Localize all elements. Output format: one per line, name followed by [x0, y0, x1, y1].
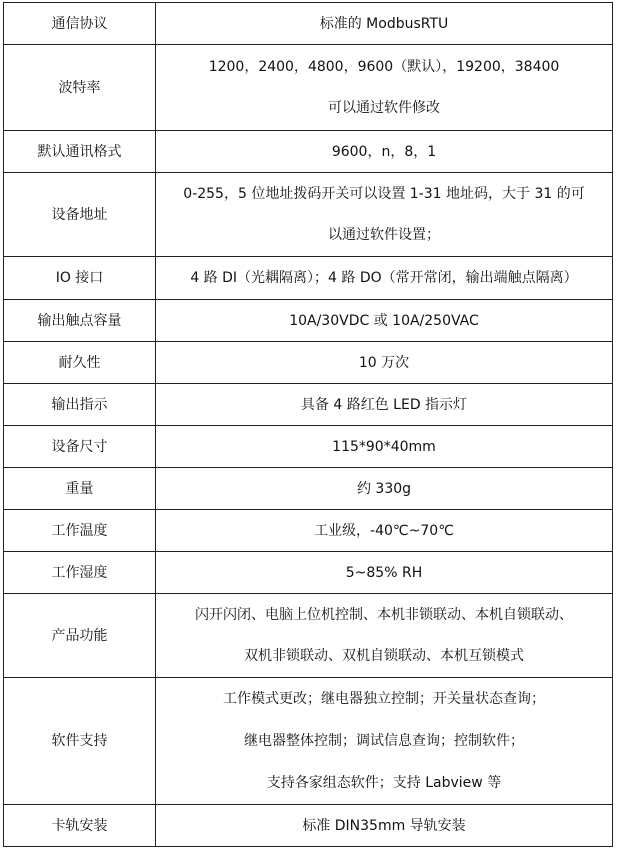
- value-line: 9600，n，8，1: [331, 143, 437, 160]
- row-label-product-functions: 产品功能: [4, 594, 156, 678]
- row-label-durability: 耐久性: [4, 342, 156, 384]
- row-value-baud-rate: [156, 45, 613, 131]
- value-line: 1200，2400，4800，9600（默认），19200，38400: [208, 58, 560, 75]
- table-row: [4, 45, 613, 131]
- row-value-io-interface: [156, 257, 613, 300]
- table-row: [4, 257, 613, 300]
- row-value-operating-humidity: [156, 552, 613, 594]
- row-label-output-indicator: 输出指示: [4, 384, 156, 426]
- row-value-protocol: [156, 3, 613, 45]
- table-row: [4, 3, 613, 45]
- table-row: [4, 510, 613, 552]
- row-label-weight: 重量: [4, 468, 156, 510]
- row-label-software-support: 软件支持: [4, 678, 156, 805]
- row-value-comm-format: [156, 131, 613, 173]
- table-row: [4, 300, 613, 342]
- row-label-io-interface: IO 接口: [4, 257, 156, 300]
- table-row: [4, 552, 613, 594]
- value-line: 115*90*40mm: [332, 438, 436, 455]
- table-row: [4, 468, 613, 510]
- table-row: [4, 173, 613, 257]
- row-value-device-address: [156, 173, 613, 257]
- row-value-product-functions: [156, 594, 613, 678]
- value-line: 以通过软件设置；: [328, 226, 440, 243]
- row-label-rail-mounting: 卡轨安装: [4, 805, 156, 847]
- value-line: 工业级，-40℃~70℃: [314, 522, 454, 539]
- value-line: 4 路 DI（光耦隔离）；4 路 DO（常开常闭，输出端触点隔离）: [190, 270, 578, 286]
- row-value-device-size: [156, 426, 613, 468]
- value-line: 闪开闪闭、电脑上位机控制、本机非锁联动、本机自锁联动、: [195, 606, 573, 623]
- row-value-weight: [156, 468, 613, 510]
- table-row: [4, 342, 613, 384]
- value-line: 具备 4 路红色 LED 指示灯: [300, 396, 468, 413]
- spec-table: [3, 2, 613, 847]
- row-label-protocol: 通信协议: [4, 3, 156, 45]
- table-row: [4, 384, 613, 426]
- row-label-comm-format: 默认通讯格式: [4, 131, 156, 173]
- value-line: 支持各家组态软件；支持 Labview 等: [266, 775, 502, 791]
- value-line: 0-255，5 位地址拨码开关可以设置 1-31 地址码，大于 31 的可: [183, 185, 585, 202]
- row-label-operating-temperature: 工作温度: [4, 510, 156, 552]
- row-value-output-indicator: [156, 384, 613, 426]
- value-line: 10 万次: [358, 354, 410, 371]
- row-value-durability: [156, 342, 613, 384]
- table-row: [4, 426, 613, 468]
- value-line: 标准 DIN35mm 导轨安装: [302, 817, 466, 834]
- value-line: 标准的 ModbusRTU: [319, 15, 449, 32]
- row-label-device-size: 设备尺寸: [4, 426, 156, 468]
- value-line: 5~85% RH: [345, 564, 423, 581]
- value-line: 约 330g: [356, 480, 412, 497]
- row-label-contact-capacity: 输出触点容量: [4, 300, 156, 342]
- table-row: [4, 678, 613, 805]
- value-line: 继电器整体控制；调试信息查询；控制软件；: [244, 733, 524, 749]
- row-label-baud-rate: 波特率: [4, 45, 156, 131]
- value-line: 可以通过软件修改: [328, 99, 440, 116]
- row-value-software-support: [156, 678, 613, 805]
- value-line: 双机非锁联动、双机自锁联动、本机互锁模式: [244, 647, 524, 664]
- table-row: [4, 594, 613, 678]
- table-row: [4, 131, 613, 173]
- table-row: [4, 805, 613, 847]
- row-label-device-address: 设备地址: [4, 173, 156, 257]
- value-line: 工作模式更改；继电器独立控制；开关量状态查询；: [223, 691, 545, 707]
- value-line: 10A/30VDC 或 10A/250VAC: [289, 312, 479, 329]
- row-value-contact-capacity: [156, 300, 613, 342]
- row-value-rail-mounting: [156, 805, 613, 847]
- row-label-operating-humidity: 工作湿度: [4, 552, 156, 594]
- row-value-operating-temperature: [156, 510, 613, 552]
